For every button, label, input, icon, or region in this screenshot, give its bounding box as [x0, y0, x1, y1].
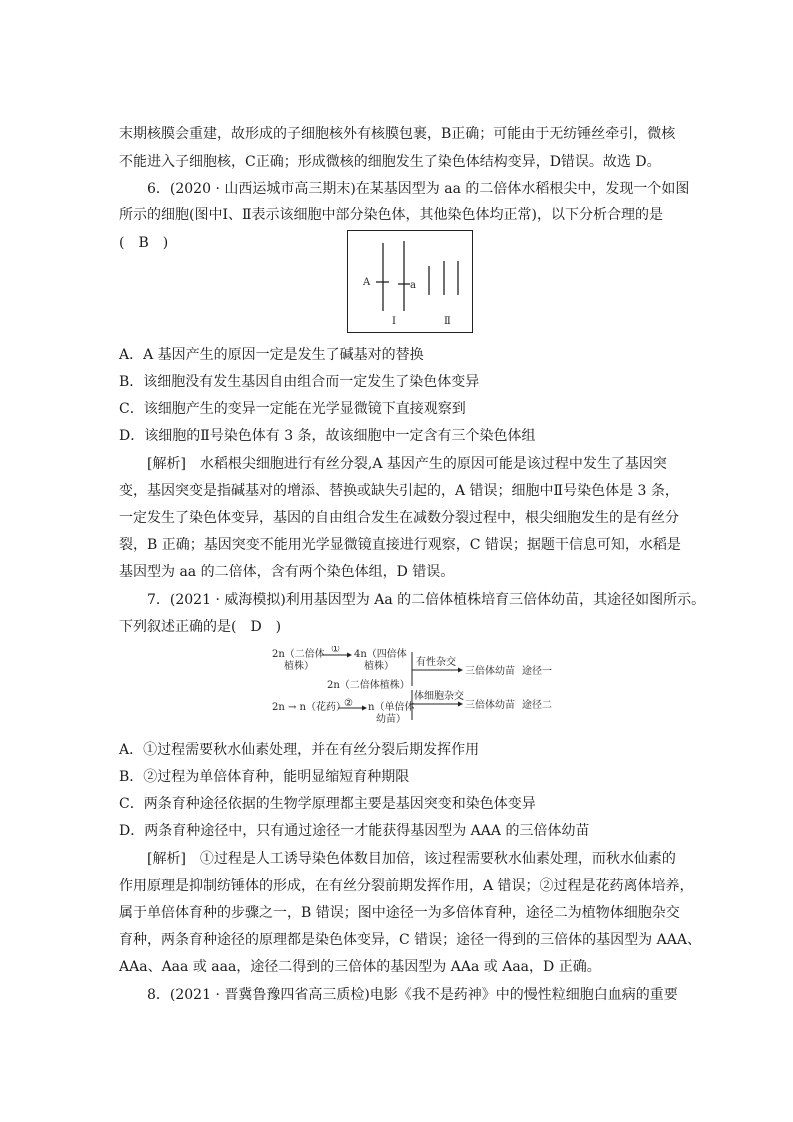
arrowhead — [347, 653, 352, 658]
analysis-7: 属于单倍体育种的步骤之一，B 错误；图中途径一为多倍体育种，途径二为植物体细胞杂交 — [119, 905, 680, 921]
question-6-stem: 所示的细胞(图中Ⅰ、Ⅱ表示该细胞中部分染色体，其他染色体均正常)，以下分析合理的是 — [119, 207, 663, 223]
chromosome-figure — [347, 230, 473, 333]
arrowhead — [458, 668, 463, 673]
question-6-stem: 6．(2020 · 山西运城市高三期末)在某基因型为 aa 的二倍体水稻根尖中，发现一个如图 — [147, 181, 690, 197]
option-6-A: A．A 基因产生的原因一定是发生了碱基对的替换 — [119, 347, 424, 363]
analysis-7: [解析] ①过程是人工诱导染色体数目加倍，该过程需要秋水仙素处理，而秋水仙素的 — [147, 851, 676, 867]
analysis-6: 变，基因突变是指碱基对的增添、替换或缺失引起的，A 错误；细胞中Ⅱ号染色体是 3 条， — [119, 483, 679, 499]
gene-a-label: a — [410, 280, 416, 291]
option-7-B: B．②过程为单倍体育种，能明显缩短育种期限 — [119, 769, 410, 785]
step2-label: ② — [344, 698, 353, 709]
method-sexual: 有性杂交 — [416, 657, 456, 668]
question-8-stem: 8．(2021 · 晋冀鲁豫四省高三质检)电影《我不是药神》中的慢性粒细胞白血病的重要 — [147, 987, 678, 1003]
method-somatic: 体细胞杂交 — [414, 691, 464, 702]
result-1: 三倍体幼苗 — [465, 666, 515, 677]
option-6-D: D．该细胞的Ⅱ号染色体有 3 条，故该细胞中一定含有三个染色体组 — [119, 428, 536, 444]
step1-label: ① — [331, 646, 340, 655]
gene-A-label: A — [363, 277, 371, 288]
result-2: 三倍体幼苗 — [465, 700, 515, 711]
option-6-C: C．该细胞产生的变异一定能在光学显微镜下直接观察到 — [119, 401, 466, 417]
option-7-C: C．两条育种途径依据的生物学原理都主要是基因突变和染色体变异 — [119, 796, 536, 812]
arrowhead — [458, 702, 463, 707]
node-4n: 4n（四倍体 — [354, 649, 407, 660]
analysis-6: [解析] 水稻根尖细胞进行有丝分裂,A 基因产生的原因可能是该过程中发生了基因突 — [147, 456, 667, 472]
text-line: 末期核膜会重建，故形成的子细胞核外有核膜包裹，B正确；可能由于无纺锤丝牵引，微核 — [119, 126, 676, 142]
node-2n-anther: 2n → n（花药） — [272, 702, 346, 713]
pathway-2-label: 途径二 — [522, 700, 552, 711]
breeding-pathway-diagram — [270, 646, 570, 724]
analysis-7: 作用原理是抑制纺锤体的形成，在有丝分裂前期发挥作用，A 错误；②过程是花药离体培养， — [119, 878, 694, 894]
option-7-D: D．两条育种途径中，只有通过途径一才能获得基因型为 AAA 的三倍体幼苗 — [119, 823, 590, 839]
arrowhead — [362, 706, 367, 711]
analysis-6: 一定发生了染色体变异，基因的自由组合发生在减数分裂过程中，根尖细胞发生的是有丝分 — [119, 510, 679, 526]
node-2n-diploid: 2n（二倍体 — [272, 649, 325, 660]
analysis-6: 基因型为 aa 的二倍体，含有两个染色体组，D 错误。 — [119, 564, 455, 580]
node-n-haploid-b: 幼苗） — [376, 714, 406, 724]
question-6-answer: ( B ) — [119, 235, 169, 251]
label-I: Ⅰ — [392, 316, 396, 327]
analysis-6: 裂，B 正确；基因突变不能用光学显微镜直接进行观察，C 错误；据题干信息可知，水稻是 — [119, 537, 681, 553]
option-7-A: A．①过程需要秋水仙素处理，并在有丝分裂后期发挥作用 — [119, 742, 480, 758]
question-7-stem: 7．(2021 · 威海模拟)利用基因型为 Aa 的二倍体植株培育三倍体幼苗，其途径如图所示。 — [147, 592, 706, 608]
text-line: 不能进入子细胞核，C正确；形成微核的细胞发生了染色体结构变异，D错误。故选 D。 — [119, 154, 661, 170]
node-n-haploid: n（单倍体 — [368, 702, 415, 713]
label-II: Ⅱ — [444, 316, 451, 327]
node-4n-b: 植株） — [364, 661, 394, 672]
node-2n-diploid-b: 植株） — [284, 661, 314, 672]
analysis-7: AAa、Aaa 或 aaa，途径二得到的三倍体的基因型为 AAa 或 Aaa，D 正确。 — [119, 959, 601, 975]
node-2n-plant: 2n（二倍体植株） — [327, 680, 410, 691]
pathway-1-label: 途径一 — [522, 666, 552, 677]
question-7-stem: 下列叙述正确的是( D ) — [119, 619, 282, 635]
analysis-7: 育种，两条育种途径的原理都是染色体变异，C 错误；途径一得到的三倍体的基因型为 AAA、 — [119, 932, 701, 948]
option-6-B: B．该细胞没有发生基因自由组合而一定发生了染色体变异 — [119, 374, 480, 390]
